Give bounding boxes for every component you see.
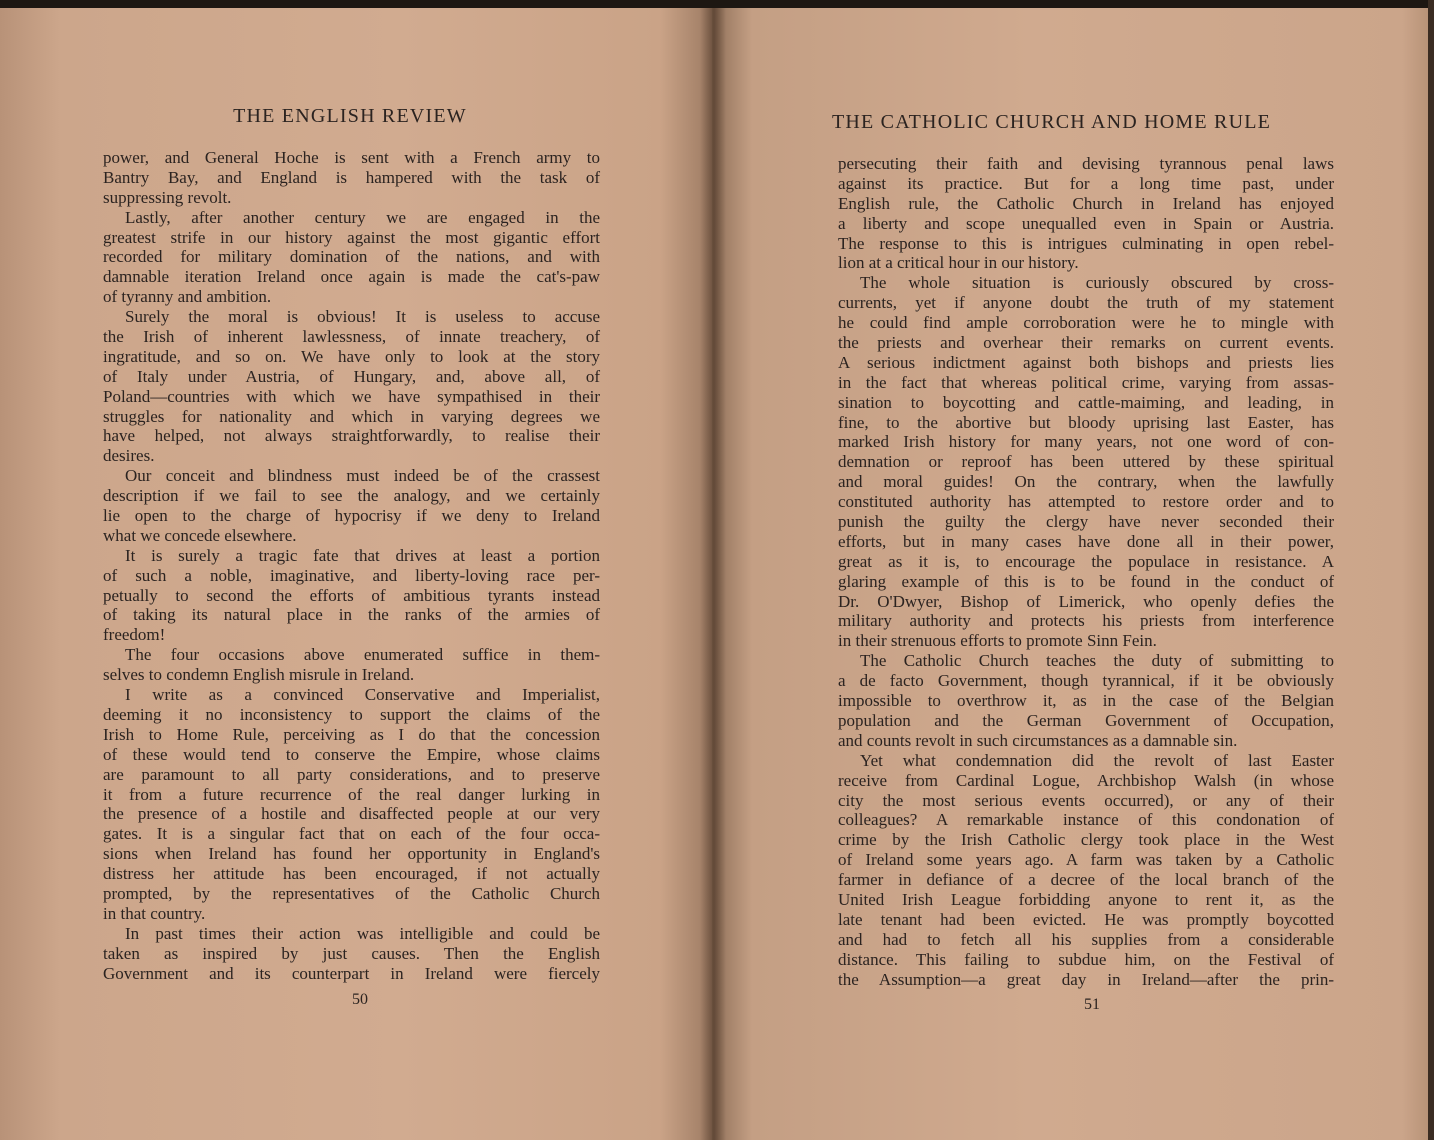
text-line: military authority and protects his priests from interference: [838, 611, 1334, 631]
text-line: of tyranny and ambition.: [103, 287, 272, 307]
text-line: and had to fetch all his supplies from a considerable: [838, 929, 1334, 949]
text-line: gates. It is a singular fact that on each of the four occa-: [103, 824, 600, 844]
text-line: and moral guides! On the contrary, when the lawfully: [838, 472, 1334, 492]
text-line: Surely the moral is obvious! It is useless to accuse: [125, 307, 600, 327]
text-line: Irish to Home Rule, perceiving as I do that the concession: [103, 724, 600, 744]
text-line: what we concede elsewhere.: [103, 525, 297, 545]
text-line: sions when Ireland has found her opportunity in England's: [103, 844, 600, 864]
text-line: struggles for nationality and which in varying degrees we: [103, 406, 600, 426]
text-line: distress her attitude has been encouraged, if not actually: [103, 864, 600, 884]
text-line: he could find ample corroboration were he to mingle with: [838, 313, 1334, 333]
text-line: The four occasions above enumerated suffice in them-: [125, 645, 600, 665]
text-line: demnation or reproof has been uttered by these spiritual: [838, 452, 1334, 472]
text-line: recorded for military domination of the nations, and with: [103, 247, 600, 267]
text-line: the presence of a hostile and disaffected people at our very: [103, 804, 600, 824]
text-line: fine, to the abortive but bloody uprising last Easter, has: [838, 412, 1334, 432]
text-line: I write as a convinced Conservative and Imperialist,: [125, 685, 600, 705]
text-line: it from a future recurrence of the real danger lurking in: [103, 784, 600, 804]
text-line: taken as inspired by just causes. Then the English: [103, 943, 600, 963]
text-line: of such a noble, imaginative, and liberty-loving race per-: [103, 565, 600, 585]
text-line: A serious indictment against both bishops and priests lies: [838, 352, 1334, 372]
text-line: lie open to the charge of hypocrisy if we deny to Ireland: [103, 506, 600, 526]
text-line: The whole situation is curiously obscured by cross-: [860, 273, 1334, 293]
text-line: English rule, the Catholic Church in Ireland has enjoyed: [838, 193, 1334, 213]
right-body-text: [838, 154, 1334, 989]
text-line: Poland—countries with which we have sympathised in their: [103, 386, 600, 406]
text-line: in the fact that whereas political crime, varying from assas-: [838, 372, 1334, 392]
text-line: United Irish League forbidding anyone to rent it, as the: [838, 889, 1334, 909]
text-line: efforts, but in many cases have done all in their power,: [838, 531, 1334, 551]
text-line: Yet what condemnation did the revolt of last Easter: [860, 750, 1334, 770]
text-line: in that country.: [103, 903, 206, 923]
text-line: marked Irish history for many years, not one word of con-: [838, 432, 1334, 452]
text-line: persecuting their faith and devising tyrannous penal laws: [838, 154, 1334, 173]
text-line: population and the German Government of Occupation,: [838, 710, 1334, 730]
text-line: of Ireland some years ago. A farm was taken by a Catholic: [838, 850, 1334, 870]
text-line: selves to condemn English misrule in Ireland.: [103, 665, 415, 685]
text-line: damnable iteration Ireland once again is made the cat's-paw: [103, 267, 600, 287]
text-line: prompted, by the representatives of the Catholic Church: [103, 883, 600, 903]
text-line: The response to this is intrigues culminating in open rebel-: [838, 233, 1334, 253]
text-line: The Catholic Church teaches the duty of submitting to: [860, 651, 1334, 671]
text-line: desires.: [103, 446, 155, 466]
text-line: and counts revolt in such circumstances as a damnable sin.: [838, 730, 1238, 750]
text-line: description if we fail to see the analogy, and we certainly: [103, 486, 600, 506]
left-page-number: 50: [352, 991, 368, 1008]
text-line: Government and its counterpart in Ireland were fiercely: [103, 963, 600, 983]
text-line: Bantry Bay, and England is hampered with the task of: [103, 167, 600, 187]
text-line: are paramount to all party considerations, and to preserve: [103, 764, 600, 784]
text-line: farmer in defiance of a decree of the local branch of the: [838, 870, 1334, 890]
text-line: crime by the Irish Catholic clergy took place in the West: [838, 830, 1334, 850]
text-line: It is surely a tragic fate that drives at least a portion: [125, 545, 600, 565]
text-line: of Italy under Austria, of Hungary, and, above all, of: [103, 366, 600, 386]
text-line: the Irish of inherent lawlessness, of innate treachery, of: [103, 327, 600, 347]
text-line: Dr. O'Dwyer, Bishop of Limerick, who openly defies the: [838, 591, 1334, 611]
text-line: greatest strife in our history against the most gigantic effort: [103, 227, 600, 247]
text-line: deeming it no inconsistency to support the claims of the: [103, 704, 600, 724]
text-line: receive from Cardinal Logue, Archbishop Walsh (in whose: [838, 770, 1334, 790]
text-line: a de facto Government, though tyrannical, if it be obviously: [838, 671, 1334, 691]
text-line: of taking its natural place in the ranks of the armies of: [103, 605, 600, 625]
scan-right-edge: [1428, 0, 1434, 1140]
text-line: the Assumption—a great day in Ireland—after the prin-: [838, 969, 1334, 989]
text-line: constituted authority has attempted to restore order and to: [838, 492, 1334, 512]
text-line: suppressing revolt.: [103, 187, 232, 207]
text-line: late tenant had been evicted. He was promptly boycotted: [838, 909, 1334, 929]
text-line: great as it is, to encourage the populace in resistance. A: [838, 551, 1334, 571]
text-line: distance. This failing to subdue him, on the Festival of: [838, 949, 1334, 969]
text-line: freedom!: [103, 625, 166, 645]
left-body-text: [103, 148, 600, 983]
right-running-head: THE CATHOLIC CHURCH AND HOME RULE: [832, 111, 1272, 133]
text-line: ingratitude, and so on. We have only to look at the story: [103, 346, 600, 366]
text-line: power, and General Hoche is sent with a French army to: [103, 148, 600, 167]
text-line: In past times their action was intelligible and could be: [125, 923, 600, 943]
text-line: lion at a critical hour in our history.: [838, 253, 1079, 273]
text-line: a liberty and scope unequalled even in Spain or Austria.: [838, 213, 1334, 233]
right-page-number: 51: [1084, 996, 1100, 1013]
text-line: in their strenuous efforts to promote Sinn Fein.: [838, 631, 1157, 651]
text-line: punish the guilty the clergy have never seconded their: [838, 512, 1334, 532]
text-line: impossible to overthrow it, as in the case of the Belgian: [838, 691, 1334, 711]
text-line: glaring example of this is to be found in the conduct of: [838, 571, 1334, 591]
book-gutter: [700, 8, 726, 1140]
text-line: against its practice. But for a long time past, under: [838, 173, 1334, 193]
left-page: [0, 8, 712, 1140]
text-line: have helped, not always straightforwardly, to realise their: [103, 426, 600, 446]
text-line: Lastly, after another century we are engaged in the: [125, 207, 600, 227]
left-running-head: THE ENGLISH REVIEW: [233, 105, 467, 127]
text-line: the priests and overhear their remarks on current events.: [838, 333, 1334, 353]
text-line: currents, yet if anyone doubt the truth of my statement: [838, 293, 1334, 313]
text-line: city the most serious events occurred), or any of their: [838, 790, 1334, 810]
text-line: Our conceit and blindness must indeed be of the crassest: [125, 466, 600, 486]
text-line: colleagues? A remarkable instance of this condonation of: [838, 810, 1334, 830]
right-page: [712, 8, 1428, 1140]
text-line: petually to second the efforts of ambitious tyrants instead: [103, 585, 600, 605]
text-line: of these would tend to conserve the Empire, whose claims: [103, 744, 600, 764]
text-line: sination to boycotting and cattle-maiming, and leading, in: [838, 392, 1334, 412]
